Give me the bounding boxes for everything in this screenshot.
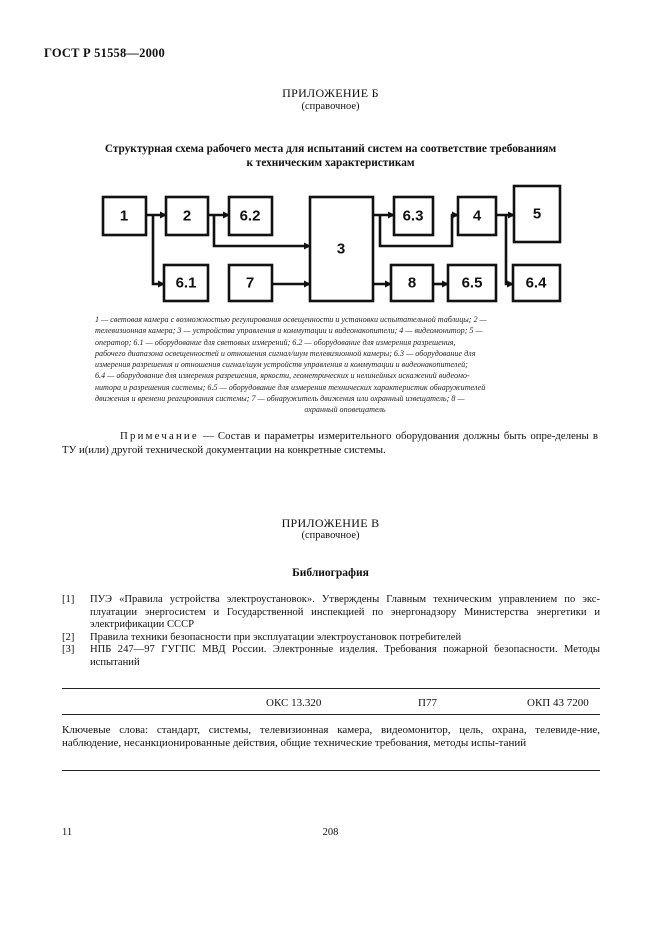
p-code: П77 bbox=[418, 697, 437, 709]
figure-title-line-2: к техническим характеристикам bbox=[246, 157, 415, 169]
bibliography-title: Библиография bbox=[292, 567, 369, 579]
block-6-2-label: 6.2 bbox=[239, 207, 261, 225]
oks-code: ОКС 13.320 bbox=[266, 697, 322, 709]
arrow-1-to-6-1 bbox=[153, 215, 164, 284]
list-item bbox=[62, 644, 600, 669]
bibliography-list bbox=[62, 594, 600, 670]
caption-line: движения и времени реагирования системы; 7 — обнаружитель движения или охранный извещатель; 8 — bbox=[95, 394, 465, 404]
block-6-3-label: 6.3 bbox=[402, 207, 424, 225]
reference-number: [3] bbox=[62, 644, 75, 656]
block-diagram bbox=[0, 0, 661, 320]
footer-left-number: 11 bbox=[62, 827, 73, 838]
appendix-b-title: ПРИЛОЖЕНИЕ Б bbox=[282, 86, 379, 100]
okp-code: ОКП 43 7200 bbox=[527, 697, 589, 709]
list-item bbox=[62, 632, 600, 645]
note-paragraph bbox=[62, 429, 598, 457]
figure-title-line-1: Структурная схема рабочего места для испытаний систем на соответствие требованиям bbox=[104, 143, 557, 155]
caption-line: нитора и разрешения системы; 6.5 — оборудование для измерения технических характеристик обнаружителей bbox=[95, 382, 486, 392]
block-6-1-label: 6.1 bbox=[175, 274, 197, 292]
caption-line: 6.4 — оборудование для измерения разрешения, яркости, геометрических и нелинейных искажений видеомо- bbox=[95, 371, 470, 381]
list-item bbox=[62, 594, 600, 632]
caption-line: измерения разрешения и отношения сигнал/шум устройств управления и коммутации и видеонакопителей; bbox=[95, 360, 468, 370]
caption-line: оператор; 6.1 — оборудование для световых измерений; 6.2 — оборудование для измерения разрешения, bbox=[95, 337, 456, 347]
reference-text: ПУЭ «Правила устройства электроустановок». Утверждены Главным техническим управлением по экс-плуатации энергосистем и Государственной инспекцией по энергонадзору Министерства энергетики и электрификации СССР bbox=[90, 594, 600, 631]
figure-caption bbox=[95, 314, 595, 416]
block-5-label: 5 bbox=[532, 205, 542, 223]
note-text: — Состав и параметры измерительного оборудования должны быть опре-делены в ТУ и(или) другой технической документации на конкретные системы. bbox=[62, 430, 598, 456]
appendix-v-title: ПРИЛОЖЕНИЕ В bbox=[281, 516, 380, 530]
block-8-label: 8 bbox=[407, 274, 417, 292]
appendix-b-subtitle: (справочное) bbox=[301, 101, 360, 112]
block-2-label: 2 bbox=[182, 207, 192, 225]
block-7-label: 7 bbox=[245, 274, 255, 292]
block-6-5-label: 6.5 bbox=[461, 274, 483, 292]
page-number: 208 bbox=[322, 827, 339, 838]
divider-top bbox=[62, 688, 600, 689]
block-3-label: 3 bbox=[336, 240, 346, 258]
block-6-4-label: 6.4 bbox=[525, 274, 547, 292]
keywords-paragraph: Ключевые слова: стандарт, системы, телевизионная камера, видеомонитор, цель, охрана, телевиде-ние, наблюдение, несанкционированные действия, общие технические требования, методы испы-таний bbox=[62, 724, 600, 750]
reference-text: Правила техники безопасности при эксплуатации электроустановок потребителей bbox=[90, 631, 462, 643]
caption-line: телевизионная камера; 3 — устройства управления и коммутации и видеонакопители; 4 — видеомонитор; 5 — bbox=[95, 326, 483, 336]
caption-line: рабочего диапазона освещенностей и отношения сигнал/шум телевизионной камеры; 6.3 — оборудование для bbox=[95, 348, 476, 358]
divider-bottom bbox=[62, 770, 600, 771]
block-1-label: 1 bbox=[119, 207, 129, 225]
caption-line: 1 — световая камера с возможностью регулирования освещенности и установки испытательной таблицы; 2 — bbox=[95, 315, 487, 324]
appendix-v-subtitle: (справочное) bbox=[301, 530, 360, 541]
block-4-label: 4 bbox=[472, 207, 482, 225]
document-header: ГОСТ Р 51558—2000 bbox=[44, 46, 165, 60]
divider-middle bbox=[62, 714, 600, 715]
caption-line: охранный оповещатель bbox=[304, 405, 386, 415]
reference-text: НПБ 247—97 ГУГПС МВД России. Электронные изделия. Требования пожарной безопасности. Методы испытаний bbox=[90, 644, 600, 668]
note-label: Примечание bbox=[120, 430, 199, 442]
reference-number: [2] bbox=[62, 631, 75, 643]
reference-number: [1] bbox=[62, 594, 75, 605]
